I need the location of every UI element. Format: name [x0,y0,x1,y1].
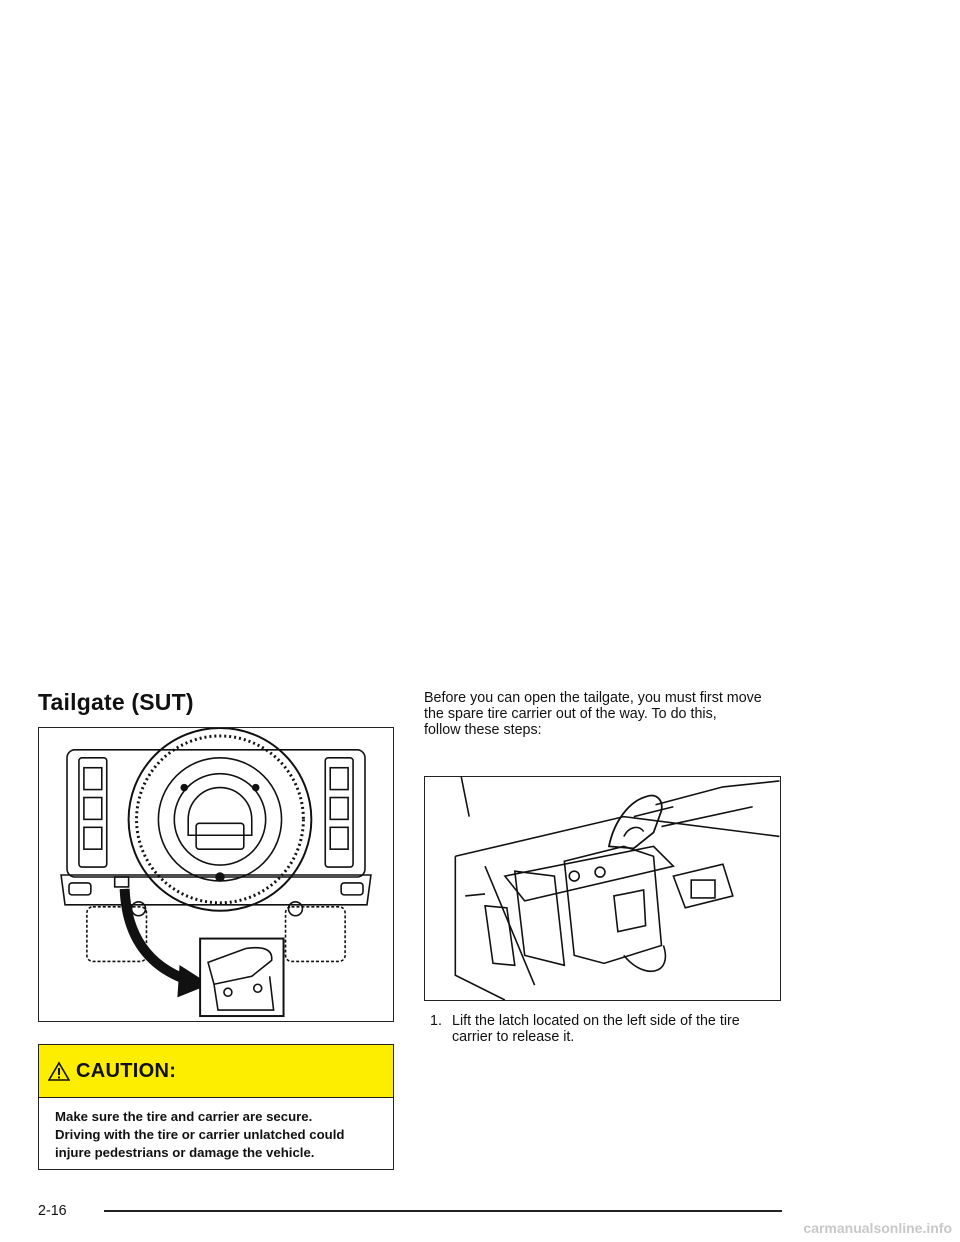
step-text [452,1013,740,1045]
list-item [430,1013,790,1045]
section-title: Tailgate (SUT) [38,689,194,715]
warning-triangle-icon [48,1061,70,1081]
caution-box [38,1044,394,1170]
footer-rule [104,1210,782,1212]
tire-carrier-latch-illustration [424,776,781,1001]
steps-list [430,1013,790,1045]
caution-line: injure pedestrians or damage the vehicle. [55,1145,315,1160]
intro-paragraph [424,690,804,738]
caution-text [39,1098,393,1162]
caution-line: Driving with the tire or carrier unlatched could [55,1127,345,1142]
intro-line: the spare tire carrier out of the way. To do this, [424,706,717,722]
intro-line: follow these steps: [424,722,542,738]
page-number: 2-16 [38,1203,67,1219]
caution-line: Make sure the tire and carrier are secure. [55,1109,313,1124]
step-number: 1. [430,1013,442,1029]
intro-line: Before you can open the tailgate, you must first move [424,690,762,706]
step-line: Lift the latch located on the left side of the tire [452,1013,740,1029]
step-line: carrier to release it. [452,1029,575,1045]
watermark: carmanualsonline.info [803,1220,952,1236]
caution-title: CAUTION: [76,1059,177,1082]
rear-vehicle-tire-carrier-illustration [38,727,394,1022]
caution-header [39,1045,393,1098]
